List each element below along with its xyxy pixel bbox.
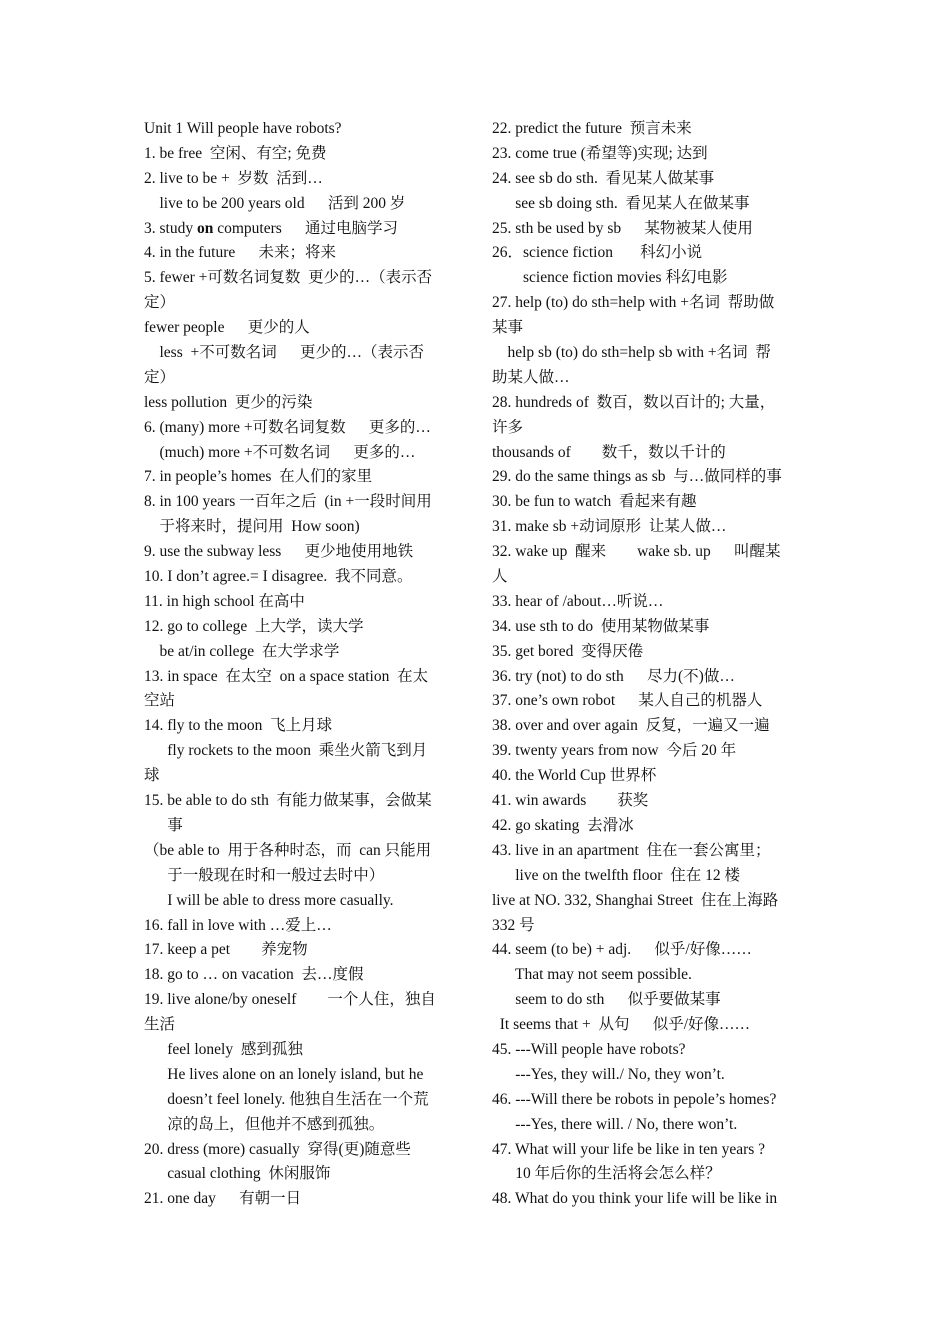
text-line: He lives alone on an lonely island, but he (144, 1065, 424, 1083)
text-line: 34. use sth to do 使用某物做某事 (492, 617, 710, 635)
text-line: seem to do sth 似乎要做某事 (492, 991, 721, 1009)
text-line: 48. What do you think your life will be like in (492, 1190, 778, 1208)
text-line: 生活 (144, 1016, 176, 1034)
text-line: 43. live in an apartment 住在一套公寓里； (492, 841, 771, 859)
text-line: 事 (144, 816, 183, 834)
text-line: 24. see sb do sth. 看见某人做某事 (492, 169, 715, 187)
text-line: 32. wake up 醒来 wake sb. up 叫醒某 (492, 543, 781, 561)
text-line: 45. ---Will people have robots? (492, 1040, 686, 1058)
text-line: 定） (144, 294, 176, 312)
text-line: ---Yes, they will./ No, they won’t. (492, 1065, 725, 1083)
text-line: thousands of 数千，数以千计的 (492, 443, 726, 461)
text-line: 1. be free 空闲、有空; 免费 (144, 144, 327, 162)
text-line: 30. be fun to watch 看起来有趣 (492, 493, 697, 511)
text-line: 9. use the subway less 更少地使用地铁 (144, 543, 414, 561)
text-line: see sb doing sth. 看见某人在做某事 (492, 194, 750, 212)
text-line: 人 (492, 568, 508, 586)
text-line: 某事 (492, 319, 524, 337)
text-line: （be able to 用于各种时态，而 can 只能用 (144, 841, 432, 859)
text-line: 39. twenty years from now 今后 20 年 (492, 742, 737, 760)
text-line: live on the twelfth floor 住在 12 楼 (492, 866, 740, 884)
text-line: doesn’t feel lonely. 他独自生活在一个荒 (144, 1090, 429, 1108)
text-line: 33. hear of /about…听说… (492, 592, 664, 610)
text-line: 26．science fiction 科幻小说 (492, 244, 703, 262)
text-line: less pollution 更少的污染 (144, 393, 313, 411)
text-line: 3. study on computers 通过电脑学习 (144, 219, 399, 237)
text-line: 7. in people’s homes 在人们的家里 (144, 468, 373, 486)
text-line: 8. in 100 years 一百年之后 (in +一段时间用 (144, 493, 432, 511)
text-line: 空站 (144, 692, 176, 710)
text-line: 47. What will your life be like in ten years ? (492, 1140, 766, 1158)
text-line: 20. dress (more) casually 穿得(更)随意些 (144, 1140, 411, 1158)
text-line: feel lonely 感到孤独 (144, 1040, 303, 1058)
text-line: 36. try (not) to do sth 尽力(不)做… (492, 667, 735, 685)
text-line: 10 年后你的生活将会怎么样？ (492, 1165, 721, 1183)
text-line: I will be able to dress more casually. (144, 891, 394, 909)
text-line: 21. one day 有朝一日 (144, 1190, 302, 1208)
text-line: 14. fly to the moon 飞上月球 (144, 717, 333, 735)
text-line: 29. do the same things as sb 与…做同样的事 (492, 468, 782, 486)
text-line: 助某人做… (492, 368, 570, 386)
text-line: fewer people 更少的人 (144, 319, 310, 337)
text-line: 22. predict the future 预言未来 (492, 120, 692, 137)
text-line: 42. go skating 去滑冰 (492, 816, 634, 834)
text-line: 5. fewer +可数名词复数 更少的…（表示否 (144, 269, 433, 287)
right-column (492, 117, 810, 1212)
text-line: live at NO. 332, Shanghai Street 住在上海路 (492, 891, 779, 909)
text-line: ---Yes, there will. / No, there won’t. (492, 1115, 738, 1133)
text-line: 28. hundreds of 数百，数以百计的; 大量， (492, 393, 776, 411)
text-line: help sb (to) do sth=help sb with +名词 帮 (492, 344, 771, 362)
text-line: 16. fall in love with …爱上… (144, 916, 332, 934)
text-line: (much) more +不可数名词 更多的… (144, 443, 416, 461)
text-line: 球 (144, 767, 160, 785)
text-line: 19. live alone/by oneself 一个人住，独自 (144, 991, 436, 1009)
text-line: live to be 200 years old 活到 200 岁 (144, 194, 406, 212)
text-line: less +不可数名词 更少的…（表示否 (144, 344, 424, 362)
text-line: 4. in the future 未来；将来 (144, 244, 337, 262)
text-line: 18. go to … on vacation 去…度假 (144, 966, 364, 984)
text-line: casual clothing 休闲服饰 (144, 1165, 331, 1183)
text-line: 31. make sb +动词原形 让某人做… (492, 518, 727, 536)
text-line: It seems that + 从句 似乎/好像…… (492, 1016, 751, 1034)
text-line: 25. sth be used by sb 某物被某人使用 (492, 219, 753, 237)
text-line: 于一般现在时和一般过去时中） (144, 866, 385, 884)
text-line: 13. in space 在太空 on a space station 在太 (144, 667, 429, 685)
text-line: 40. the World Cup 世界杯 (492, 767, 657, 785)
text-line: 27. help (to) do sth=help with +名词 帮助做 (492, 294, 775, 312)
text-line: science fiction movies 科幻电影 (492, 269, 728, 287)
left-column (144, 117, 460, 1212)
text-line: 23. come true (希望等)实现; 达到 (492, 144, 708, 162)
text-line: 许多 (492, 418, 524, 436)
text-line: 定） (144, 368, 176, 386)
text-line: 44. seem (to be) + adj. 似乎/好像…… (492, 941, 752, 959)
text-line: 17. keep a pet 养宠物 (144, 941, 308, 959)
text-line: 10. I don’t agree.= I disagree. 我不同意。 (144, 568, 413, 586)
text-line: 332 号 (492, 916, 535, 934)
text-line: 46. ---Will there be robots in pepole’s homes? (492, 1090, 777, 1108)
text-line: 11. in high school 在高中 (144, 592, 305, 610)
text-line: fly rockets to the moon 乘坐火箭飞到月 (144, 742, 428, 760)
text-line: 15. be able to do sth 有能力做某事，会做某 (144, 792, 432, 810)
text-line: 35. get bored 变得厌倦 (492, 642, 644, 660)
text-line: 41. win awards 获奖 (492, 792, 649, 810)
text-line: 12. go to college 上大学，读大学 (144, 617, 364, 635)
text-line: 38. over and over again 反复，一遍又一遍 (492, 717, 770, 735)
text-line: 凉的岛上，但他并不感到孤独。 (144, 1115, 385, 1133)
text-line: 37. one’s own robot 某人自己的机器人 (492, 692, 763, 710)
text-line: 6. (many) more +可数名词复数 更多的… (144, 418, 431, 436)
text-line: be at/in college 在大学求学 (144, 642, 340, 660)
text-line: 2. live to be + 岁数 活到… (144, 169, 323, 187)
text-line: Unit 1 Will people have robots? (144, 120, 342, 137)
text-line: 于将来时，提问用 How soon) (144, 518, 360, 536)
text-line: That may not seem possible. (492, 966, 692, 984)
